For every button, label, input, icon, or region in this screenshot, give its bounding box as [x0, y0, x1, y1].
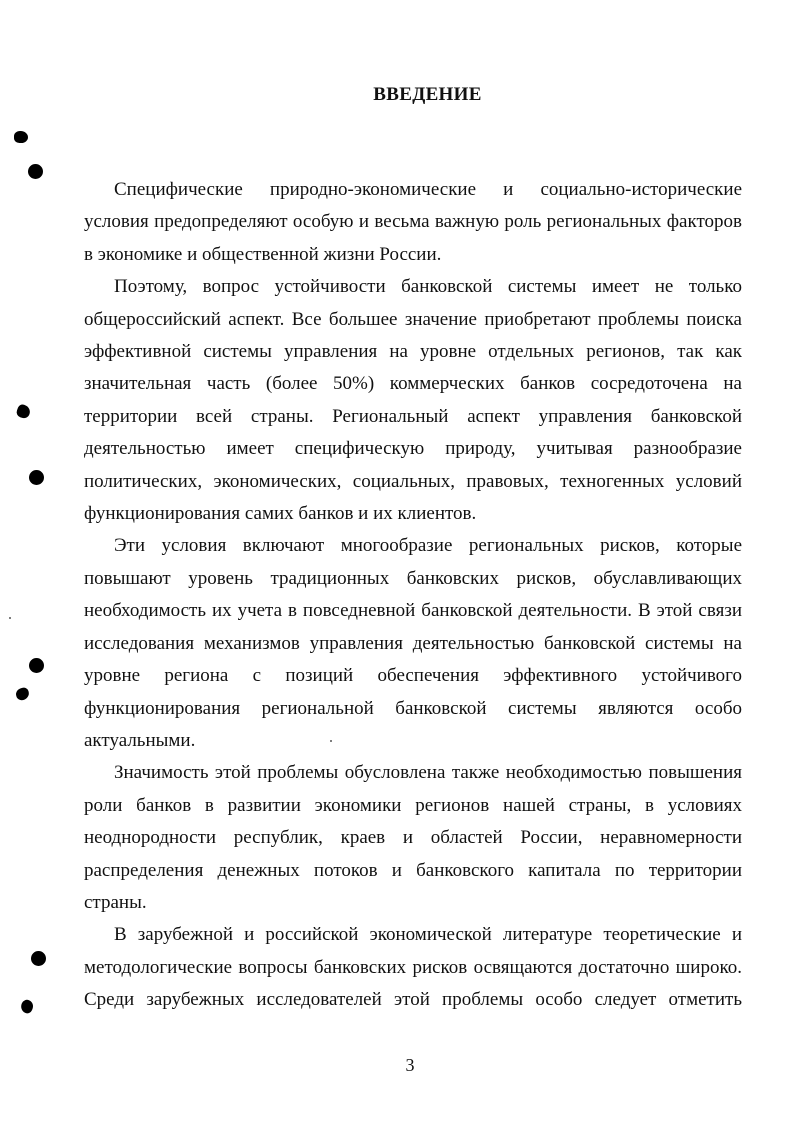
paragraph: Значимость этой проблемы обусловлена также необходимостью повышения роли банков в развитии экономики регионов нашей страны, в условиях неоднородности республик, краев и областей России, неравномерности распределения денежных потоков и банковского капитала по территории страны.	[84, 762, 742, 913]
paragraph: Эти условия включают многообразие региональных рисков, которые повышают уровень традиционных банковских рисков, обуславливающих необходимость их учета в повседневной банковской деятельности. В этой связи исследования механизмов управления деятельностью банковской системы на уровне региона с позиций обеспечения эффективного устойчивого функционирования региональной банковской системы являются особо актуальными.	[84, 535, 742, 751]
binder-hole	[29, 658, 44, 673]
scan-mark	[15, 687, 31, 702]
paragraph: Поэтому, вопрос устойчивости банковской системы имеет не только общероссийский аспект. Все большее значение приобретают проблемы поиска эффективной системы управления на уровне отдельных регионов, так как значительная часть (более 50%) коммерческих банков сосредоточена на территории всей страны. Региональный аспект управления банковской деятельностью имеет специфическую природу, учитывая разнообразие политических, экономических, социальных, правовых, техногенных условий функционирования самих банков и их клиентов.	[84, 276, 742, 525]
document-body	[84, 174, 742, 1017]
scan-speck	[9, 617, 11, 619]
page-number: 3	[405, 1055, 415, 1075]
page-title: ВВЕДЕНИЕ	[373, 84, 482, 105]
scan-mark	[15, 403, 32, 420]
binder-hole	[28, 164, 43, 179]
binder-hole	[31, 951, 46, 966]
paragraph: В зарубежной и российской экономической литературе теоретические и методологические вопросы банковских рисков освящаются достаточно широко. Среди зарубежных исследователей этой проблемы особо следует отметить	[84, 924, 742, 1011]
scan-mark	[14, 131, 28, 143]
scan-mark	[19, 998, 35, 1015]
paragraph: Специфические природно-экономические и социально-исторические условия предопределяют особую и весьма важную роль региональных факторов в экономике и общественной жизни России.	[84, 179, 742, 265]
binder-hole	[29, 470, 44, 485]
